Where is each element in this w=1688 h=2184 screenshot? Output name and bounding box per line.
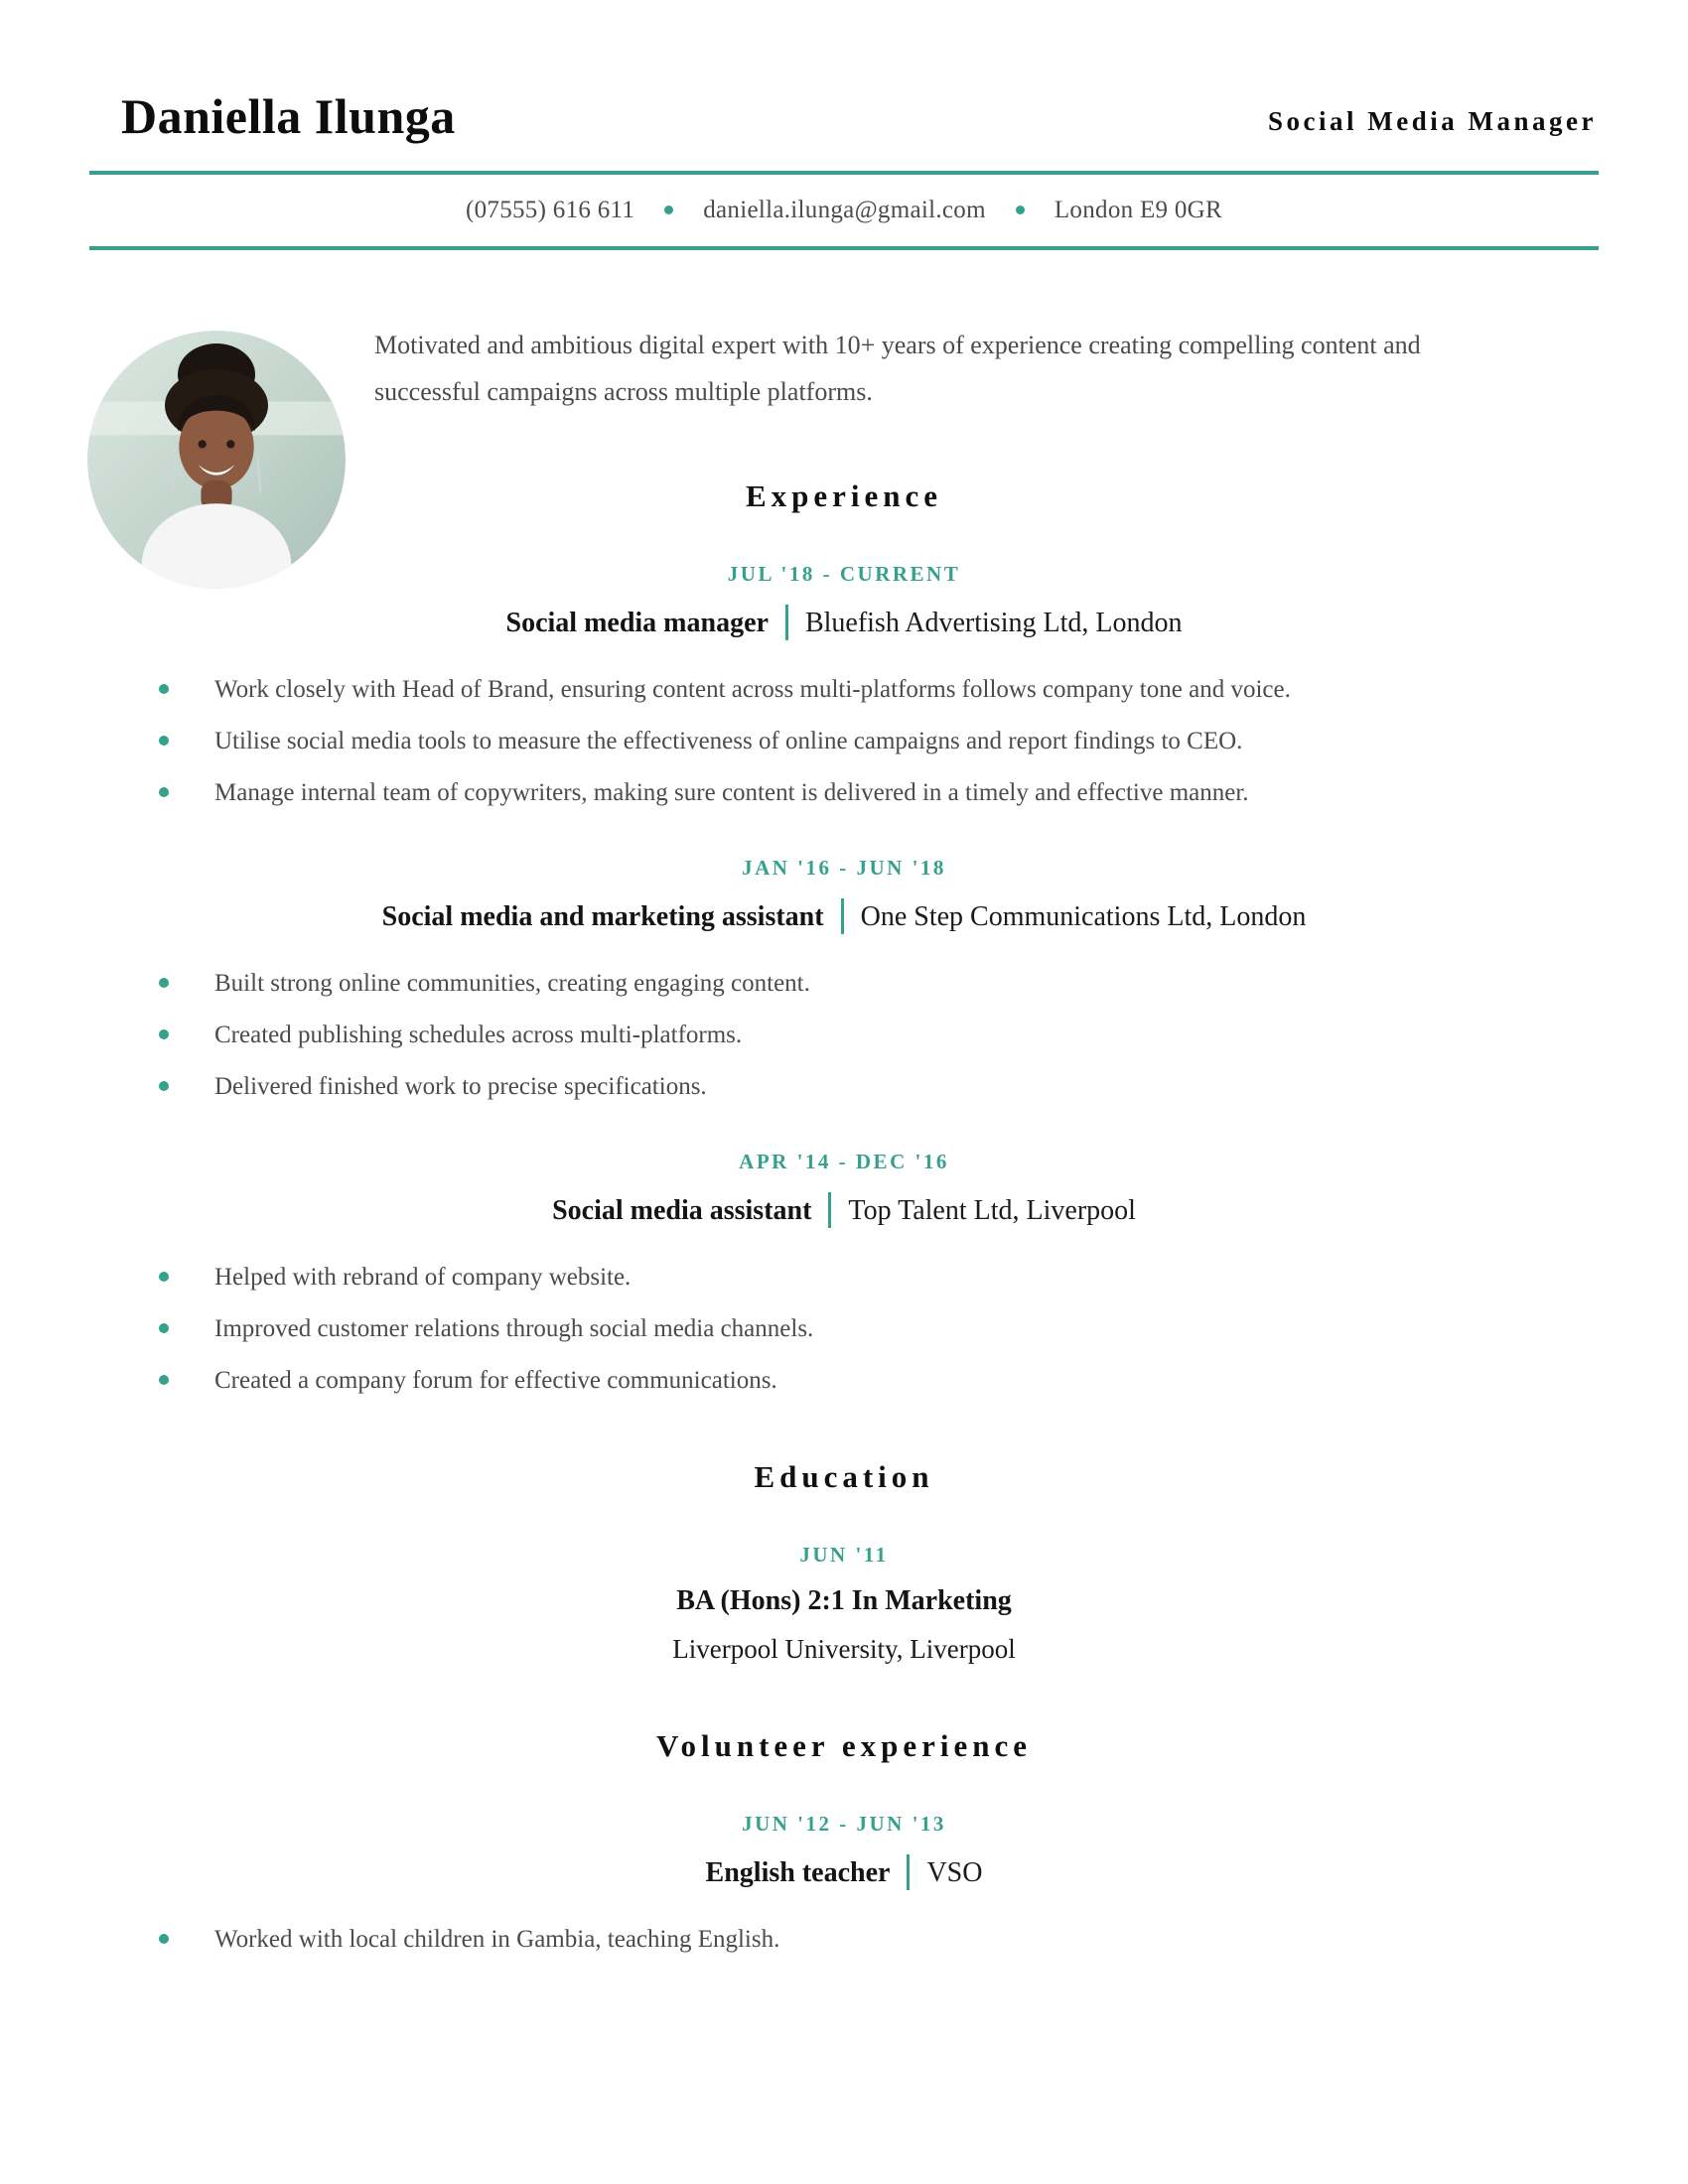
resume-section xyxy=(89,1459,1599,1665)
profile-photo xyxy=(87,331,346,589)
profile-summary: Motivated and ambitious digital expert with 10+ years of experience creating compelling content and successful campaigns across multiple platforms. xyxy=(374,331,1421,406)
title-separator xyxy=(828,1192,831,1228)
entry-title-row xyxy=(89,1192,1599,1228)
entry-title-row xyxy=(89,1854,1599,1890)
section-entries xyxy=(89,562,1599,1396)
dot-separator-icon xyxy=(1016,205,1025,214)
entry xyxy=(89,1543,1599,1665)
entry-bullets xyxy=(159,968,1599,1102)
job-role-title: Social Media Manager xyxy=(1268,106,1597,136)
entry-date: JUN '12 - JUN '13 xyxy=(742,1812,946,1836)
entry-date: JAN '16 - JUN '18 xyxy=(742,856,946,880)
bullet-item: Created a company forum for effective communications. xyxy=(159,1365,1599,1396)
contact-phone: (07555) 616 611 xyxy=(465,197,635,223)
entry-title: BA (Hons) 2:1 In Marketing xyxy=(676,1585,1012,1616)
bullet-item: Manage internal team of copywriters, making sure content is delivered in a timely and effective manner. xyxy=(159,777,1599,808)
entry-title: English teacher xyxy=(705,1857,891,1888)
bullet-item: Worked with local children in Gambia, teaching English. xyxy=(159,1924,1599,1955)
header xyxy=(89,0,1599,144)
contact-divider xyxy=(89,246,1599,250)
entry-organisation: One Step Communications Ltd, London xyxy=(860,901,1307,932)
resume-section xyxy=(89,478,1599,1396)
entry-date: JUN '11 xyxy=(799,1543,889,1567)
entry-organisation: Bluefish Advertising Ltd, London xyxy=(804,608,1183,638)
contact-bar xyxy=(89,197,1599,224)
section-title: Volunteer experience xyxy=(655,1728,1033,1763)
entry-organisation: VSO xyxy=(926,1857,983,1888)
title-separator xyxy=(841,898,844,934)
entry xyxy=(89,1812,1599,1955)
section-title: Education xyxy=(754,1459,934,1494)
section-title: Experience xyxy=(745,478,943,513)
bullet-item: Helped with rebrand of company website. xyxy=(159,1262,1599,1293)
contact-email: daniella.ilunga@gmail.com xyxy=(703,197,986,223)
bullet-item: Improved customer relations through social media channels. xyxy=(159,1313,1599,1344)
entry-organisation: Top Talent Ltd, Liverpool xyxy=(848,1195,1136,1226)
bullet-item: Delivered finished work to precise specifications. xyxy=(159,1071,1599,1102)
entry-bullets xyxy=(159,1262,1599,1396)
entry-title: Social media assistant xyxy=(552,1195,812,1226)
title-separator xyxy=(785,605,788,640)
section-entries xyxy=(89,1543,1599,1665)
entry-bullets xyxy=(159,1924,1599,1955)
contact-location: London E9 0GR xyxy=(1054,197,1223,223)
bullet-item: Created publishing schedules across multi-platforms. xyxy=(159,1020,1599,1050)
title-separator xyxy=(907,1854,910,1890)
person-name: Daniella Ilunga xyxy=(121,88,456,144)
resume-section xyxy=(89,1728,1599,1955)
entry-date: APR '14 - DEC '16 xyxy=(739,1150,949,1173)
entry-bullets xyxy=(159,674,1599,808)
header-divider xyxy=(89,171,1599,175)
entry-title: Social media and marketing assistant xyxy=(381,901,824,932)
bullet-item: Built strong online communities, creating engaging content. xyxy=(159,968,1599,999)
sections xyxy=(89,478,1599,1955)
bullet-item: Utilise social media tools to measure the effectiveness of online campaigns and report findings to CEO. xyxy=(159,726,1599,756)
entry-title-row xyxy=(89,1585,1599,1665)
entry-title-row xyxy=(89,605,1599,640)
bullet-item: Work closely with Head of Brand, ensuring content across multi-platforms follows company tone and voice. xyxy=(159,674,1599,705)
section-entries xyxy=(89,1812,1599,1955)
entry xyxy=(89,856,1599,1102)
entry-title: Social media manager xyxy=(505,608,769,638)
dot-separator-icon xyxy=(664,205,673,214)
entry xyxy=(89,562,1599,808)
entry-date: JUL '18 - CURRENT xyxy=(727,562,961,586)
entry xyxy=(89,1150,1599,1396)
entry-title-row xyxy=(89,898,1599,934)
entry-organisation: Liverpool University, Liverpool xyxy=(672,1634,1016,1664)
